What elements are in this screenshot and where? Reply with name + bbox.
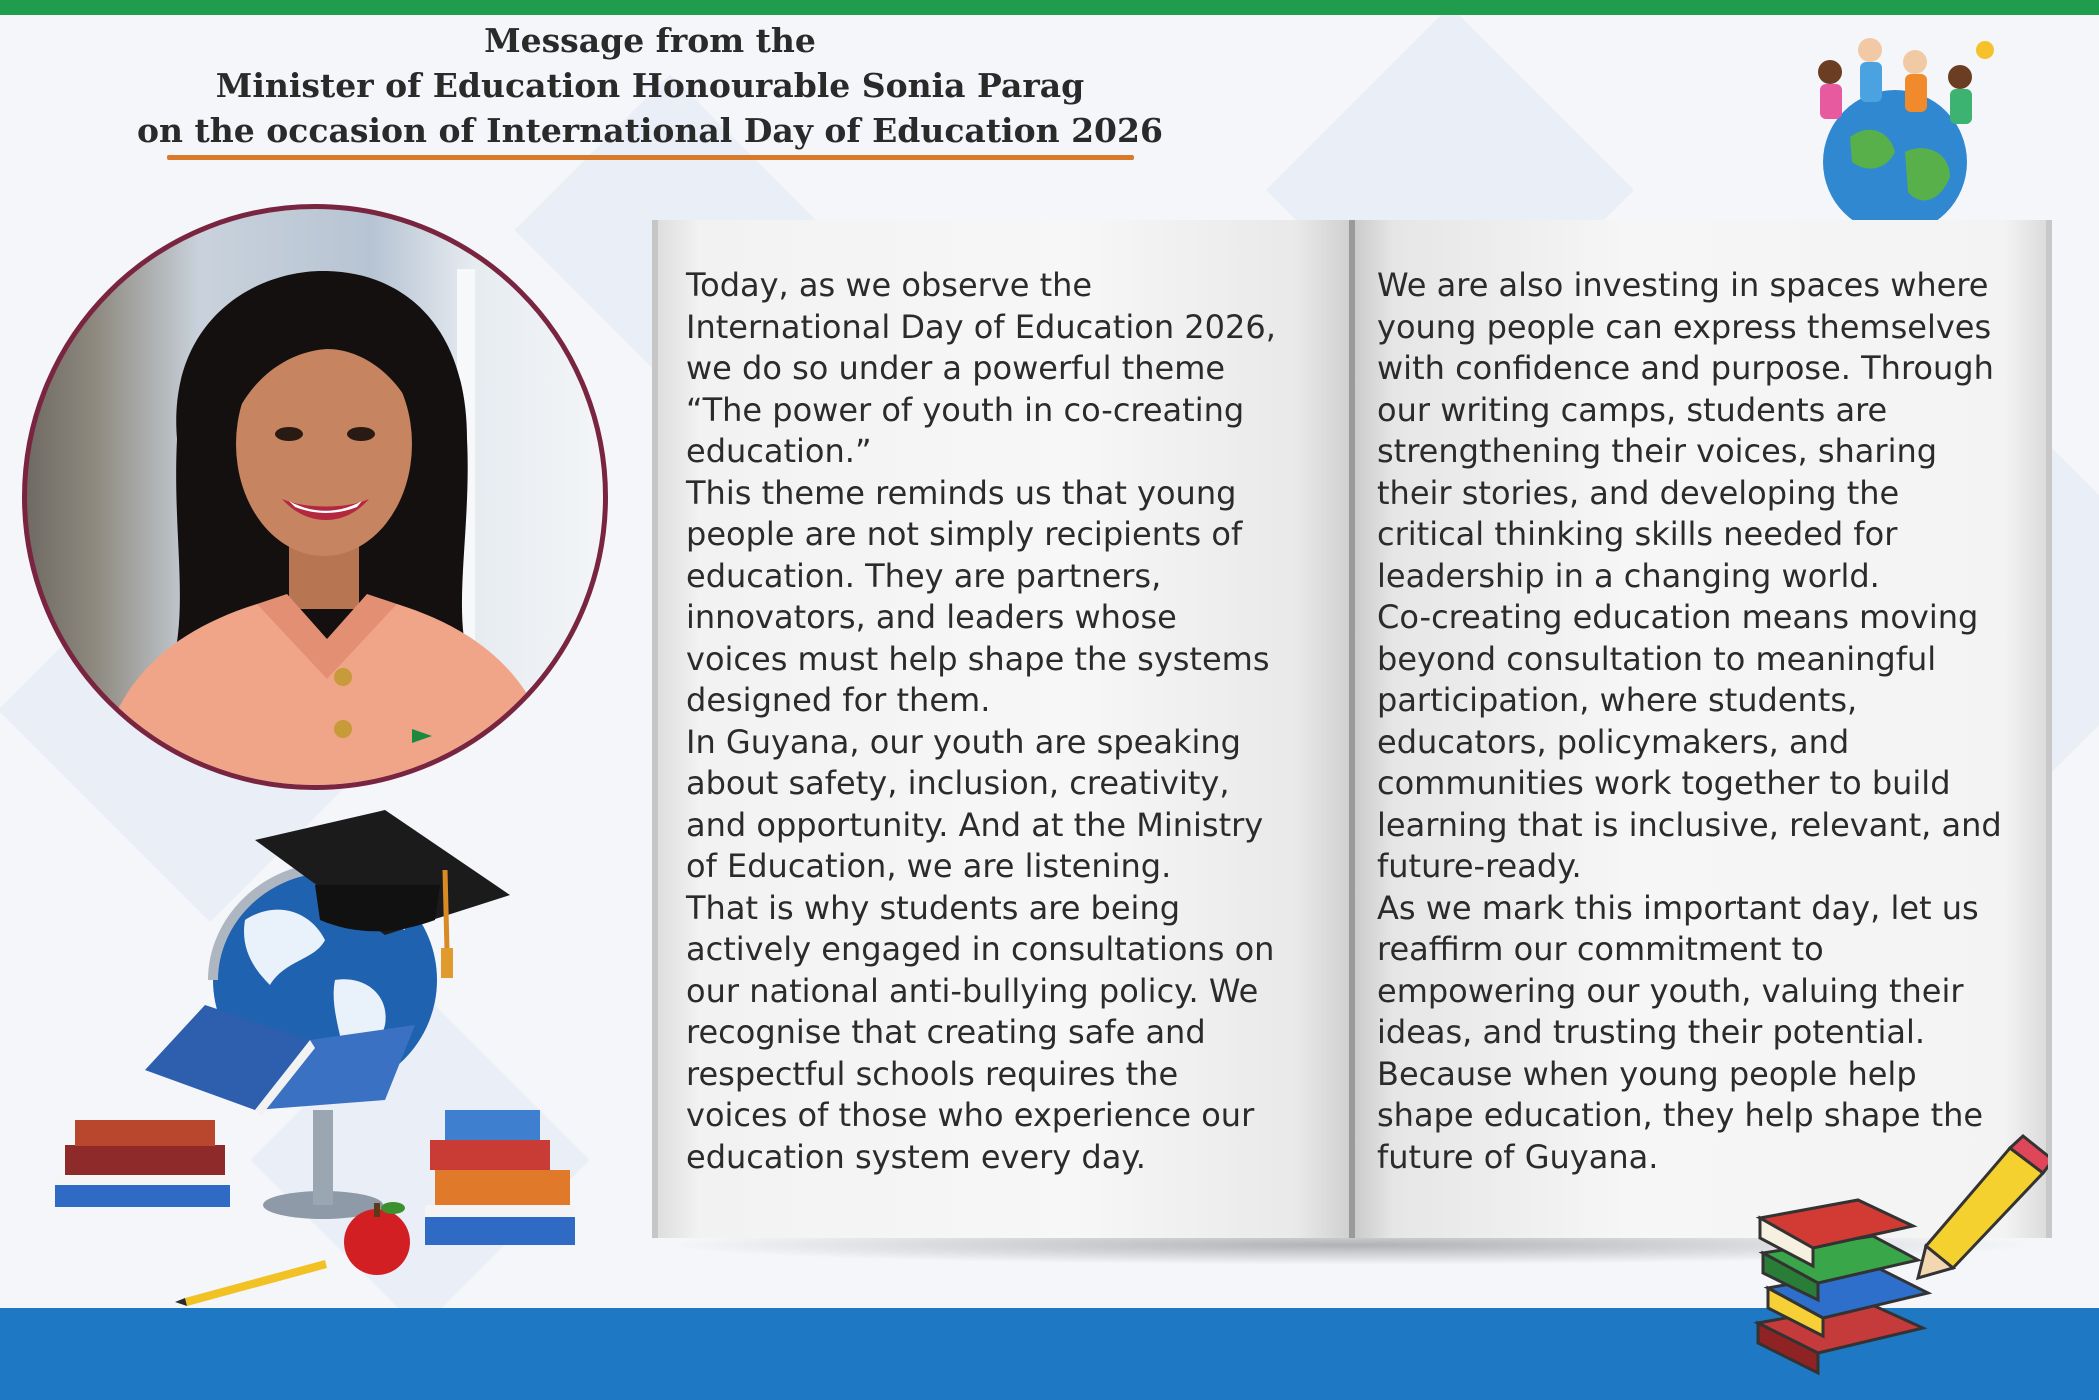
children-on-globe-illustration	[1790, 32, 2000, 237]
message-line: our writing camps, students are	[1377, 390, 1888, 429]
message-line: empowering our youth, valuing their	[1377, 971, 1964, 1010]
title-line: Message from the	[484, 21, 816, 60]
message-line: recognise that creating safe and	[686, 1013, 1206, 1051]
message-line: critical thinking skills needed for	[1377, 515, 1898, 553]
message-line: learning that is inclusive, relevant, and	[1377, 805, 2002, 844]
message-line: respectful schools requires the	[686, 1054, 1179, 1093]
message-line: voices must help shape the systems	[686, 639, 1270, 678]
portrait-illustration	[27, 209, 603, 785]
message-line: innovators, and leaders whose	[686, 598, 1177, 636]
title-line: Minister of Education Honourable Sonia Parag	[215, 66, 1085, 105]
message-line: designed for them.	[686, 681, 991, 719]
message-line: voices of those who experience our	[686, 1096, 1255, 1134]
message-line: International Day of Education 2026,	[686, 307, 1276, 346]
message-line: of Education, we are listening.	[686, 847, 1172, 885]
message-line: shape education, they help shape the	[1377, 1096, 1984, 1134]
books-pencil-illustration	[1748, 1128, 2048, 1378]
message-line: future of Guyana.	[1377, 1137, 1659, 1176]
message-line: about safety, inclusion, creativity,	[686, 764, 1230, 802]
right-page-message	[1377, 265, 2002, 1178]
message-line: Because when young people help	[1377, 1054, 1917, 1093]
message-line: their stories, and developing the	[1377, 473, 1900, 512]
minister-portrait	[22, 204, 608, 790]
book-spine	[1349, 220, 1355, 1238]
message-line: future-ready.	[1377, 847, 1582, 885]
message-line: As we mark this important day, let us	[1377, 888, 1979, 927]
message-line: reaffirm our commitment to	[1377, 930, 1824, 968]
title-line: on the occasion of International Day of Education 2026	[137, 111, 1163, 150]
message-line: actively engaged in consultations on	[686, 930, 1275, 968]
message-line: educators, policymakers, and	[1377, 722, 1850, 761]
message-line: That is why students are being	[686, 888, 1181, 927]
message-line: strengthening their voices, sharing	[1377, 432, 1938, 470]
message-line: and opportunity. And at the Ministry	[686, 805, 1264, 844]
message-line: communities work together to build	[1377, 764, 1951, 802]
message-line: our national anti-bullying policy. We	[686, 971, 1259, 1010]
message-line: education.”	[686, 432, 872, 470]
message-line: In Guyana, our youth are speaking	[686, 722, 1241, 761]
message-line: Today, as we observe the	[686, 266, 1093, 304]
message-line: education system every day.	[686, 1137, 1146, 1176]
message-line: This theme reminds us that young	[686, 473, 1237, 512]
message-line: young people can express themselves	[1377, 307, 1992, 346]
message-line: participation, where students,	[1377, 681, 1858, 719]
message-line: “The power of youth in co-creating	[686, 390, 1245, 429]
message-line: with confidence and purpose. Through	[1377, 349, 1994, 387]
message-line: we do so under a powerful theme	[686, 349, 1226, 387]
page-title	[120, 18, 1180, 153]
education-globe-books-illustration	[55, 810, 615, 1310]
left-page-message	[686, 265, 1276, 1178]
top-accent-bar	[0, 0, 2099, 15]
message-line: We are also investing in spaces where	[1377, 266, 1989, 304]
title-underline	[167, 155, 1134, 160]
message-line: Co-creating education means moving	[1377, 598, 1979, 636]
message-line: ideas, and trusting their potential.	[1377, 1013, 1925, 1051]
message-line: education. They are partners,	[686, 556, 1162, 595]
message-line: leadership in a changing world.	[1377, 556, 1880, 595]
message-line: beyond consultation to meaningful	[1377, 639, 1937, 678]
message-line: people are not simply recipients of	[686, 515, 1243, 553]
